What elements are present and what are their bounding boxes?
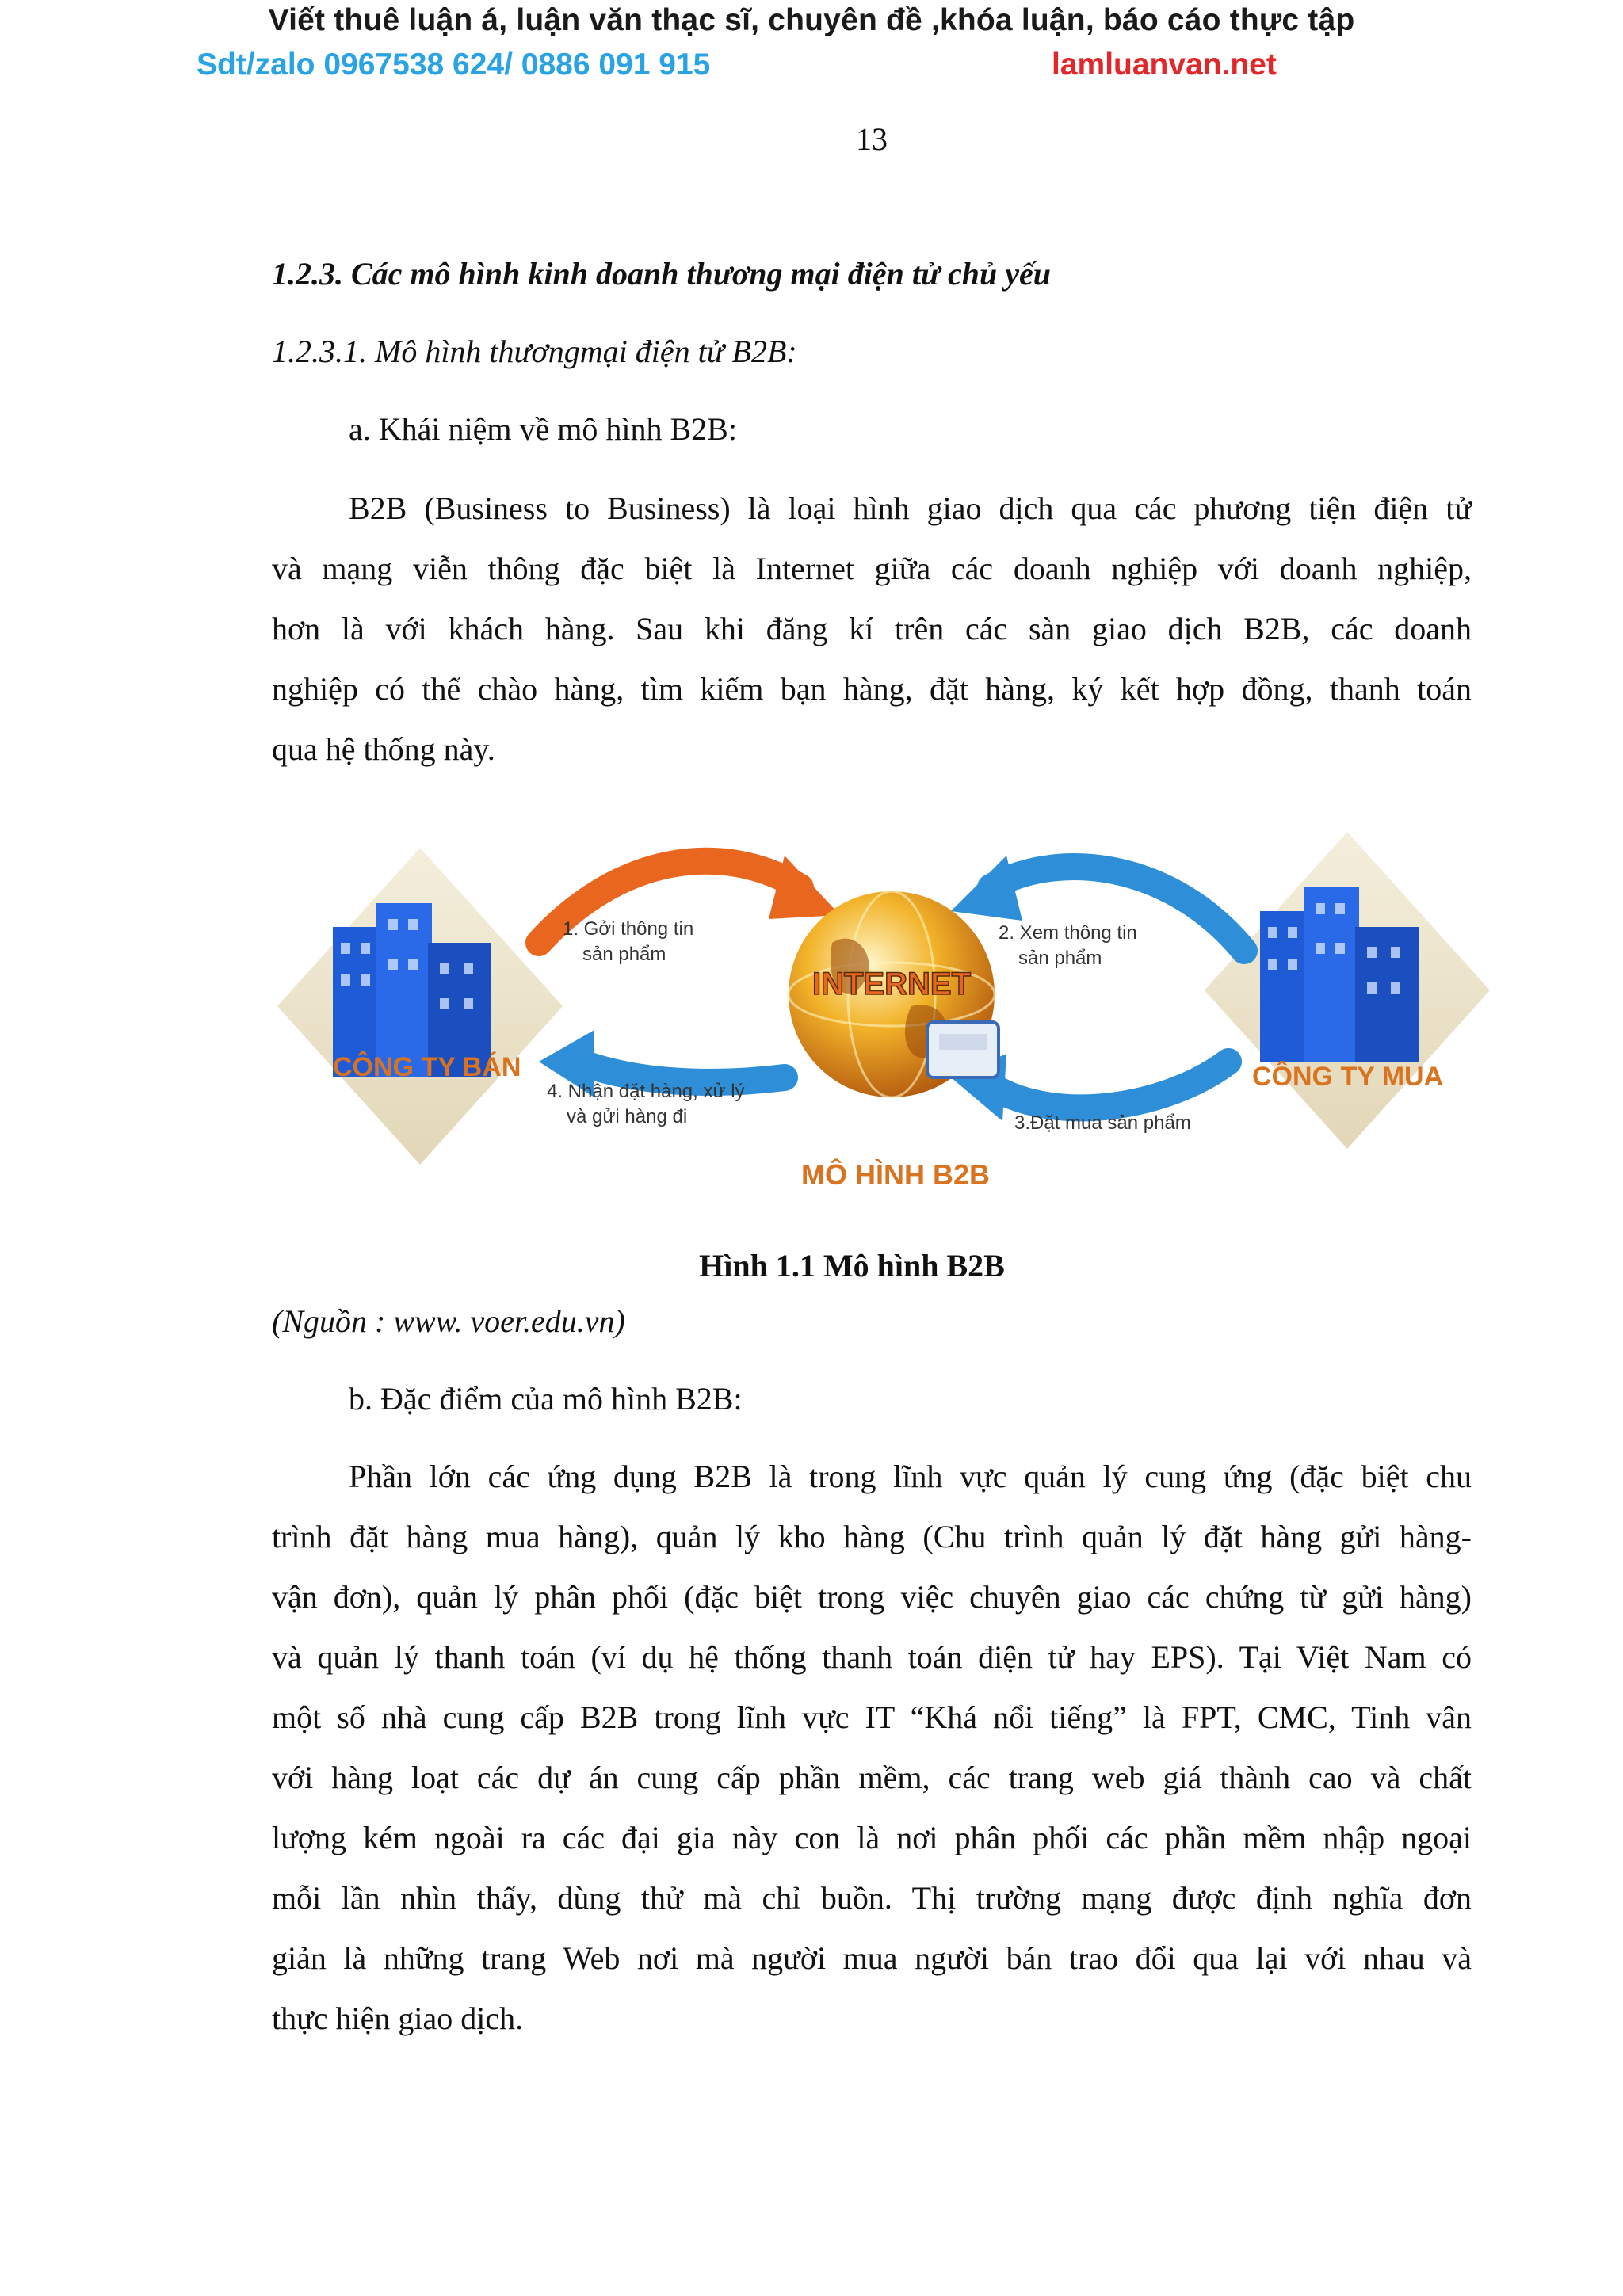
model-label: MÔ HÌNH B2B — [800, 1158, 991, 1191]
watermark-title: Viết thuê luận á, luận văn thạc sĩ, chuyên đề ,khóa luận, báo cáo thực tập — [268, 3, 1355, 37]
figure-source: (Nguồn : www. voer.edu.vn) — [272, 1303, 625, 1339]
step-2-label: 2. Xem thông tin — [999, 922, 1137, 944]
watermark-phone: Sdt/zalo 0967538 624/ 0886 091 915 — [197, 48, 711, 82]
paragraph-line: vận đơn), quản lý phân phối (đặc biệt trong việc chuyên giao các chứng từ gửi hàng) — [272, 1579, 1472, 1615]
paragraph-line: mỗi lần nhìn thấy, dùng thử mà chỉ buồn. Thị trường mạng được định nghĩa đơn — [272, 1880, 1472, 1916]
paragraph-line: qua hệ thống này. — [272, 731, 495, 767]
seller-company-icon — [277, 848, 563, 1165]
paragraph-line: thực hiện giao dịch. — [272, 2000, 524, 2036]
watermark-site: lamluanvan.net — [1052, 48, 1277, 82]
paragraph-line: Phần lớn các ứng dụng B2B là trong lĩnh vực quản lý cung ứng (đặc biệt chu — [349, 1459, 1472, 1494]
paragraph-line: nghiệp có thể chào hàng, tìm kiếm bạn hàng, đặt hàng, ký kết hợp đồng, thanh toán — [272, 671, 1472, 707]
paragraph-line: trình đặt hàng mua hàng), quản lý kho hàng (Chu trình quản lý đặt hàng gửi hàng- — [272, 1519, 1472, 1554]
b2b-model-figure — [277, 824, 1490, 1236]
section-heading: 1.2.3. Các mô hình kinh doanh thương mại điện tử chủ yếu — [272, 256, 1051, 292]
figure-caption: Hình 1.1 Mô hình B2B — [699, 1248, 1005, 1283]
paragraph-line: và mạng viễn thông đặc biệt là Internet giữa các doanh nghiệp với doanh nghiệp, — [272, 551, 1472, 586]
subsection-heading: 1.2.3.1. Mô hình thươngmại điện tử B2B: — [272, 334, 797, 369]
arrow-step-4 — [579, 1062, 785, 1082]
step-4-label-2: và gửi hàng đi — [567, 1106, 688, 1127]
paragraph-line: với hàng loạt các dự án cung cấp phần mềm, các trang web giá thành cao và chất — [272, 1760, 1472, 1795]
paragraph-line: giản là những trang Web nơi mà người mua người bán trao đổi qua lại với nhau và — [272, 1940, 1472, 1976]
arrow-step-3 — [991, 1062, 1228, 1108]
paragraph-line: B2B (Business to Business) là loại hình giao dịch qua các phương tiện điện tử — [349, 490, 1472, 526]
step-3-label: 3.Đặt mua sản phẩm — [1014, 1112, 1191, 1134]
paragraph-2 — [272, 1447, 1472, 2049]
step-4-label: 4. Nhận đặt hàng, xử lý — [547, 1081, 745, 1102]
page-number: 13 — [856, 121, 888, 157]
buyer-company-icon — [1205, 832, 1490, 1149]
paragraph-line: lượng kém ngoài ra các đại gia này con là nơi phân phối các phần mềm nhập ngoại — [272, 1820, 1472, 1855]
part-b-title: b. Đặc điểm của mô hình B2B: — [349, 1381, 743, 1417]
paragraph-line: hơn là với khách hàng. Sau khi đăng kí trên các sàn giao dịch B2B, các doanh — [272, 611, 1472, 646]
step-2-label-2: sản phẩm — [1018, 948, 1102, 969]
step-1-label-2: sản phẩm — [582, 944, 666, 965]
paragraph-line: một số nhà cung cấp B2B trong lĩnh vực IT “Khá nổi tiếng” là FPT, CMC, Tinh vân — [272, 1699, 1472, 1735]
buyer-label: CÔNG TY MUA — [1252, 1062, 1444, 1092]
part-a-title: a. Khái niệm về mô hình B2B: — [349, 411, 737, 447]
paragraph-1 — [272, 479, 1472, 780]
step-1-label: 1. Gởi thông tin — [563, 918, 694, 940]
seller-label: CÔNG TY BÁN — [333, 1052, 521, 1082]
paragraph-line: và quản lý thanh toán (ví dụ hệ thống thanh toán điện tử hay EPS). Tại Việt Nam có — [272, 1639, 1472, 1675]
globe-label: INTERNET — [812, 967, 971, 1001]
